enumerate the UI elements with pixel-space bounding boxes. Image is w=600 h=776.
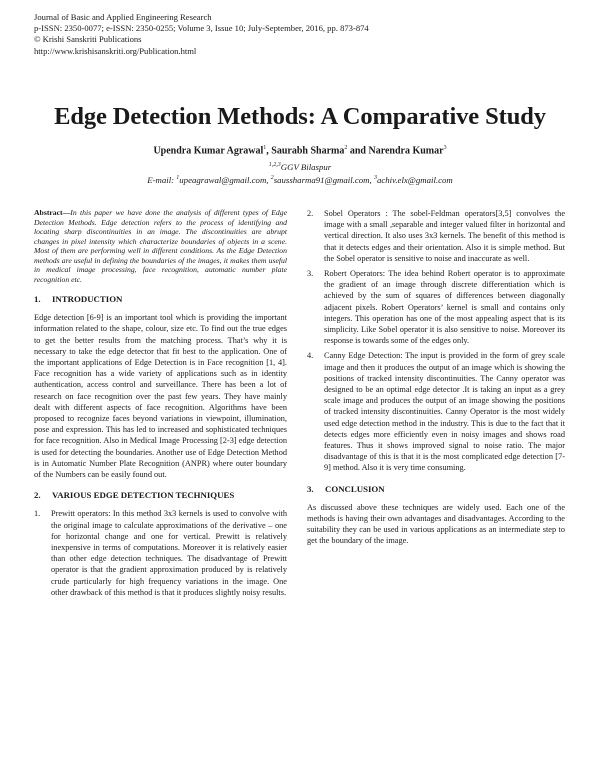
section-heading-introduction <box>34 294 287 305</box>
author-1: Upendra Kumar Agrawal <box>153 145 264 157</box>
section-number: 3. <box>307 483 314 494</box>
email-2-mark: 2 <box>270 175 274 182</box>
abstract-text: In this paper we have done the analysis of different types of Edge Detection Methods. Edge detection refers to the process of identifying and locating sharp discontinuities in an image. The discontinuities are abrupt changes in pixel intensity which characterize boundaries of objects in a scene. Most of them are performing well in different conditions. As the Edge Detection methods are useful in defining the boundaries of the images, it makes them useful in medical image processing, face recognition, automatic number plate recognition etc. <box>34 208 287 284</box>
author-3-mark: 3 <box>443 145 447 151</box>
list-item <box>307 268 565 346</box>
list-item-number: 3. <box>307 269 314 279</box>
introduction-text: Edge detection [6-9] is an important tool which is providing the important information related to the shape, colour, size etc. To find out the true edges to get the better results from the matching process. That’s why it is necessary to take the edge detector that fit best to the application. One of the important applications of Edge Detection is in Face recognition [1, 4]. Face recognition has a wide variety of applications such as in identity authentication, access control and surveillance. There has been a lot of research on face recognition over the past few years. They have mainly dealt with different aspects of face recognition. Algorithms have been proposed to recognize faces beyond variations in viewpoint, illumination, pose and expression. This has led to increased and sophisticated techniques for face recognition. Also in Medical Image Processing [2-3] edge detection is used for detecting the boundaries. Another use of Edge Detection Method is in Automatic Number Plate Recognition (ANPR) where outer boundary of the Numbers can be easily found out. <box>34 313 287 480</box>
section-title: CONCLUSION <box>325 483 385 494</box>
list-item-text: Canny Edge Detection: The input is provided in the form of grey scale image and then it produces the output of an image which is showing the positions of tracked intensity discontinuities. The Canny operator was designed to be an optimal edge detector .It is taking an input as a grey scale image and produces the output of an image showing the positions of tracked intensity discontinuities. Canny Operator is the most widely used edge detection method in the industry. This is due to the fact that it detects edges more efficiently even in noisy images and shows road features. Thus it shows improved signal to noise ratio. The major disadvantage of this is that it is the most complicated edge detection [7-9] method. Also it is very time consuming. <box>324 351 565 473</box>
abstract <box>34 208 287 284</box>
paper-title: Edge Detection Methods: A Comparative Study <box>54 103 546 130</box>
journal-name: Journal of Basic and Applied Engineering Research <box>34 12 212 22</box>
email-3[interactable]: achiv.elx@gmail.com <box>376 175 453 185</box>
section-number: 1. <box>34 294 41 304</box>
author-2-mark: 2 <box>344 145 348 151</box>
list-item-text: Robert Operators: The idea behind Robert operator is to approximate the gradient of an image through discrete differentiation which is achieved by the sum of squares of differences between diagonally adjacent pixels. Robert Operators’ kernel is small and contains only integers. This operation has one of the most appealing aspect that is its simplicity. Like Sobel operator it is also sensitive to noise. Moreover its response is towards some of the edges only. <box>324 269 565 346</box>
list-item-number: 2. <box>307 209 314 218</box>
affiliation-text: GGV Bilaspur <box>280 162 332 172</box>
email-2[interactable]: saussharma91@gmail.com, <box>273 175 374 185</box>
author-emails <box>0 175 600 185</box>
email-label: E-mail: <box>147 175 177 185</box>
technique-list <box>34 508 287 598</box>
author-list <box>0 145 600 156</box>
email-3-mark: 3 <box>373 175 377 182</box>
affiliation-mark: 1,2,3 <box>268 162 281 169</box>
email-1-mark: 1 <box>176 175 180 182</box>
author-2: Saurabh Sharma <box>271 145 345 157</box>
email-1[interactable]: upeagrawal@gmail.com, <box>179 175 271 185</box>
author-3: Narendra Kumar <box>368 145 444 157</box>
list-item <box>307 350 565 473</box>
list-item <box>307 208 565 264</box>
publisher: © Krishi Sanskriti Publications <box>34 34 142 45</box>
abstract-label: Abstract— <box>34 208 71 217</box>
technique-list-continued <box>307 208 565 474</box>
journal-issn: p-ISSN: 2350-0077; e-ISSN: 2350-0255; Volume 3, Issue 10; July-September, 2016, pp. 873-874 <box>34 23 369 34</box>
section-title: VARIOUS EDGE DETECTION TECHNIQUES <box>52 490 235 501</box>
section-number: 2. <box>34 490 41 501</box>
author-1-mark: 1 <box>263 145 267 151</box>
section-heading-conclusion <box>307 484 565 495</box>
section-heading-techniques <box>34 490 287 501</box>
list-item-number: 1. <box>34 509 41 519</box>
journal-header <box>34 12 369 57</box>
list-item <box>34 508 287 598</box>
author-sep-2: and <box>347 145 369 157</box>
list-item-number: 4. <box>307 351 314 361</box>
author-sep-1: , <box>266 145 272 157</box>
section-title: INTRODUCTION <box>52 294 123 304</box>
list-item-text: Sobel Operators : The sobel-Feldman operators[3,5] convolves the image with a small ,separable and integer valued filter in horizontal and vertical direction. It also uses 3x3 kernels. The benefit of this method is that it detects edges and their orientation. Also it is simple method. But the Sobel operator is sensitive to noise and inaccurate as well. <box>324 209 565 263</box>
right-column <box>307 208 565 547</box>
conclusion-text: As discussed above these techniques are widely used. Each one of the methods is having their own advantages and disadvantages. According to the suitability they can be used in various applications as an intermediate step to get the boundary of the image. <box>307 502 565 546</box>
list-item-text: Prewitt operators: In this method 3x3 kernels is used to convolve with the original image to calculate approximations of the derivative – one for horizontal change and one for vertical. Prewitt is relatively inexpensive in terms of computations. Moreover it is relatively easier than other edge detection techniques. The disadvantage of Prewitt operator is that the gradient approximation produced by is relatively crude particularly for high frequency variations in the image. One other drawback of this method is that it produces slightly noisy results. <box>51 509 287 597</box>
left-column <box>34 208 287 602</box>
journal-url[interactable]: http://www.krishisanskriti.org/Publication.html <box>34 45 197 56</box>
affiliation <box>0 162 600 172</box>
